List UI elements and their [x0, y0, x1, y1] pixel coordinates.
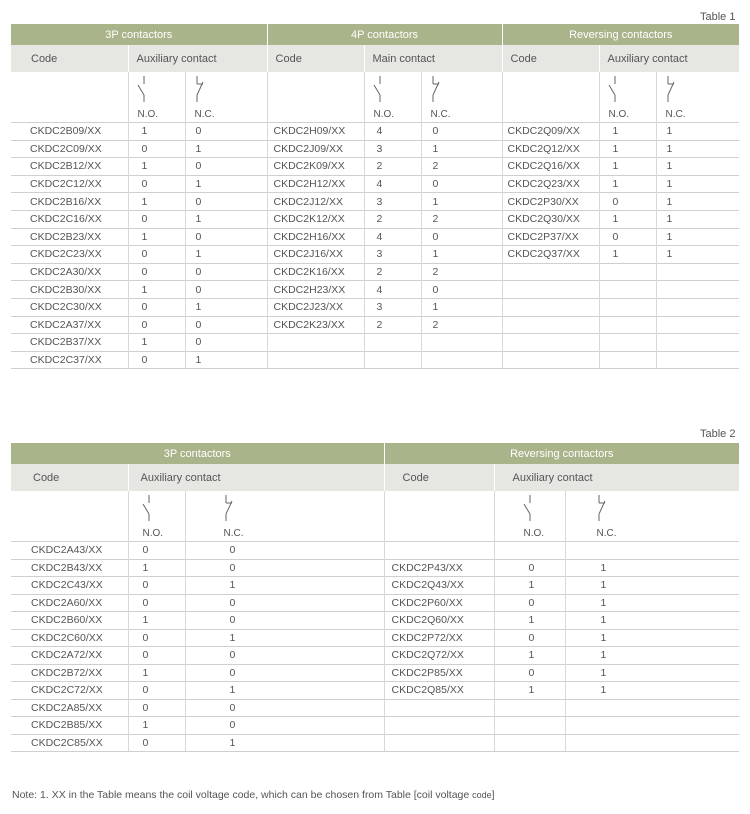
table-cell: 2 — [421, 210, 502, 228]
table-cell: 1 — [656, 210, 739, 228]
table-cell: 2 — [364, 158, 421, 176]
table-cell: 1 — [565, 612, 739, 630]
table-cell: 0 — [494, 594, 565, 612]
table-cell: 1 — [185, 140, 267, 158]
table-cell: 0 — [128, 542, 185, 560]
nc-label: N.C. — [665, 109, 686, 120]
table-cell: 1 — [565, 559, 739, 577]
table-cell: CKDC2K12/XX — [267, 210, 364, 228]
table-cell: 1 — [599, 175, 656, 193]
table-cell — [599, 316, 656, 334]
table-cell: 0 — [421, 123, 502, 141]
table-cell: CKDC2A85/XX — [11, 699, 128, 717]
table-cell: 0 — [185, 228, 267, 246]
table-cell: 0 — [494, 664, 565, 682]
table-cell: CKDC2J16/XX — [267, 246, 364, 264]
table-cell: CKDC2C12/XX — [11, 175, 128, 193]
table-cell: 0 — [128, 682, 185, 700]
table-cell — [656, 351, 739, 369]
table-cell: 1 — [185, 577, 384, 595]
table-cell — [384, 699, 494, 717]
normally-closed-contact-icon — [430, 76, 442, 102]
table-cell: 1 — [656, 123, 739, 141]
table-cell: 1 — [565, 664, 739, 682]
table-cell: CKDC2Q60/XX — [384, 612, 494, 630]
table-cell: CKDC2C30/XX — [11, 298, 128, 316]
table2-header-code: Code — [384, 464, 494, 491]
table-cell: 4 — [364, 123, 421, 141]
table-cell: CKDC2B85/XX — [11, 717, 128, 735]
table-cell: 1 — [185, 629, 384, 647]
table-cell: 3 — [364, 140, 421, 158]
table-cell: 0 — [599, 228, 656, 246]
table-cell: CKDC2K09/XX — [267, 158, 364, 176]
table-cell: 0 — [128, 263, 185, 281]
table-row — [11, 664, 739, 682]
table-row — [11, 193, 739, 211]
normally-closed-contact-icon — [596, 495, 608, 521]
table-cell: 1 — [128, 559, 185, 577]
table-cell: 2 — [421, 158, 502, 176]
table-cell: CKDC2H16/XX — [267, 228, 364, 246]
table-cell: CKDC2C23/XX — [11, 246, 128, 264]
table-row — [11, 647, 739, 665]
normally-open-contact-icon — [608, 76, 620, 102]
table-cell: 1 — [128, 158, 185, 176]
table-cell: 1 — [599, 246, 656, 264]
table-cell: 0 — [494, 629, 565, 647]
table-cell: 4 — [364, 281, 421, 299]
table-cell: 0 — [421, 175, 502, 193]
table-cell: 0 — [185, 647, 384, 665]
table-cell — [502, 316, 599, 334]
table1-header-aux: Auxiliary contact — [599, 45, 739, 72]
table-row — [11, 577, 739, 595]
table-row — [11, 734, 739, 752]
table-row — [11, 246, 739, 264]
table-row — [11, 298, 739, 316]
table-cell: 2 — [364, 316, 421, 334]
normally-open-contact-icon — [373, 76, 385, 102]
table-cell: 0 — [128, 210, 185, 228]
table-cell — [656, 281, 739, 299]
normally-closed-contact-icon — [194, 76, 206, 102]
table-row — [11, 559, 739, 577]
table-cell: 1 — [185, 246, 267, 264]
table-cell — [494, 734, 565, 752]
no-label: N.O. — [373, 109, 395, 120]
table-cell: 0 — [421, 281, 502, 299]
table-cell: 0 — [185, 263, 267, 281]
nc-label: N.C. — [194, 109, 215, 120]
table-cell: 1 — [421, 140, 502, 158]
table1-group-4p: 4P contactors — [267, 24, 502, 45]
table-cell: 1 — [656, 228, 739, 246]
table2 — [11, 443, 739, 752]
normally-open-contact-icon — [142, 495, 154, 521]
table-cell — [565, 734, 739, 752]
table-cell — [599, 351, 656, 369]
table-cell: 0 — [185, 542, 384, 560]
table-cell: CKDC2C72/XX — [11, 682, 128, 700]
table-cell: CKDC2Q09/XX — [502, 123, 599, 141]
table-cell: 1 — [565, 577, 739, 595]
no-label: N.O. — [142, 528, 164, 539]
table-cell — [502, 281, 599, 299]
no-label: N.O. — [523, 528, 545, 539]
table-cell: CKDC2Q72/XX — [384, 647, 494, 665]
table-cell: 0 — [599, 193, 656, 211]
footnote-end: ] — [491, 789, 495, 801]
table-cell: 0 — [128, 246, 185, 264]
table-cell — [267, 351, 364, 369]
table-cell: 1 — [656, 175, 739, 193]
table-cell: CKDC2H12/XX — [267, 175, 364, 193]
table-cell: 1 — [599, 158, 656, 176]
table-cell: 1 — [185, 734, 384, 752]
table-cell: 1 — [565, 682, 739, 700]
table-cell: CKDC2P72/XX — [384, 629, 494, 647]
table-cell: CKDC2Q12/XX — [502, 140, 599, 158]
table-cell: 1 — [599, 210, 656, 228]
table-cell: 1 — [421, 298, 502, 316]
table-cell: 1 — [656, 140, 739, 158]
table-cell — [565, 542, 739, 560]
table-cell: CKDC2C85/XX — [11, 734, 128, 752]
table1-header-code: Code — [267, 45, 364, 72]
nc-label: N.C. — [430, 109, 451, 120]
table-cell: CKDC2A30/XX — [11, 263, 128, 281]
table-cell: CKDC2C60/XX — [11, 629, 128, 647]
table-cell: CKDC2B09/XX — [11, 123, 128, 141]
table-cell: 1 — [565, 629, 739, 647]
table-cell: 0 — [128, 316, 185, 334]
table-cell: 0 — [185, 281, 267, 299]
table-cell: CKDC2Q43/XX — [384, 577, 494, 595]
table-cell: 1 — [128, 334, 185, 352]
table-cell: 1 — [656, 158, 739, 176]
table1-header-code: Code — [11, 45, 128, 72]
table-cell: 0 — [128, 298, 185, 316]
table-cell: CKDC2P43/XX — [384, 559, 494, 577]
table-cell: 1 — [185, 175, 267, 193]
footnote-text: Note: 1. XX in the Table means the coil voltage code, which can be chosen from Table [coil voltage — [12, 789, 473, 801]
table-cell — [421, 334, 502, 352]
footnote-small: code — [472, 790, 492, 800]
table1 — [11, 24, 739, 369]
table-cell: 1 — [565, 647, 739, 665]
table1-header-main: Main contact — [364, 45, 502, 72]
table-cell: CKDC2B16/XX — [11, 193, 128, 211]
normally-closed-contact-icon — [665, 76, 677, 102]
table-cell — [494, 542, 565, 560]
table-cell: CKDC2Q16/XX — [502, 158, 599, 176]
table-cell — [384, 542, 494, 560]
table-cell: CKDC2Q23/XX — [502, 175, 599, 193]
table-cell: 3 — [364, 193, 421, 211]
table-cell — [599, 281, 656, 299]
table-cell — [656, 263, 739, 281]
table-cell: 0 — [185, 123, 267, 141]
table-cell — [502, 298, 599, 316]
table-cell: 1 — [421, 193, 502, 211]
table-cell: 1 — [185, 351, 267, 369]
table-cell: 1 — [599, 140, 656, 158]
table-cell: 4 — [364, 228, 421, 246]
table-cell: CKDC2A60/XX — [11, 594, 128, 612]
table-cell: CKDC2C43/XX — [11, 577, 128, 595]
table-cell: 0 — [494, 559, 565, 577]
table2-caption: Table 2 — [700, 428, 736, 440]
table-cell: CKDC2Q37/XX — [502, 246, 599, 264]
table-cell — [565, 699, 739, 717]
table-cell: 0 — [185, 699, 384, 717]
table-cell: CKDC2C37/XX — [11, 351, 128, 369]
table-row — [11, 228, 739, 246]
table-row — [11, 351, 739, 369]
table-cell: CKDC2P60/XX — [384, 594, 494, 612]
table-cell: CKDC2J09/XX — [267, 140, 364, 158]
table-cell — [494, 717, 565, 735]
table-cell: 1 — [185, 210, 267, 228]
table-cell: CKDC2K16/XX — [267, 263, 364, 281]
table-row — [11, 316, 739, 334]
table-cell: 2 — [421, 263, 502, 281]
table-cell: 0 — [185, 612, 384, 630]
table-cell: CKDC2H09/XX — [267, 123, 364, 141]
table-cell: 2 — [421, 316, 502, 334]
table-cell: 1 — [185, 682, 384, 700]
table-cell: 0 — [185, 158, 267, 176]
table-cell: 1 — [494, 682, 565, 700]
table-row — [11, 263, 739, 281]
table-cell: CKDC2A72/XX — [11, 647, 128, 665]
table-row — [11, 281, 739, 299]
table-cell: 1 — [128, 664, 185, 682]
table-cell: 2 — [364, 263, 421, 281]
table-cell: 0 — [128, 351, 185, 369]
table-cell: 0 — [128, 699, 185, 717]
table-cell: CKDC2B43/XX — [11, 559, 128, 577]
table-cell: CKDC2B12/XX — [11, 158, 128, 176]
table-cell — [364, 351, 421, 369]
table-cell — [421, 351, 502, 369]
table2-header-aux: Auxiliary contact — [494, 464, 739, 491]
table-cell: 1 — [128, 717, 185, 735]
table-cell: 3 — [364, 246, 421, 264]
table1-caption: Table 1 — [700, 11, 736, 23]
table-cell: 3 — [364, 298, 421, 316]
table-row — [11, 334, 739, 352]
table-cell — [502, 263, 599, 281]
no-label: N.O. — [608, 109, 630, 120]
table-cell — [599, 334, 656, 352]
table-cell — [656, 316, 739, 334]
normally-open-contact-icon — [137, 76, 149, 102]
table-cell: 0 — [185, 316, 267, 334]
table-cell — [502, 351, 599, 369]
table-cell — [599, 298, 656, 316]
table-row — [11, 629, 739, 647]
table1-group-3p: 3P contactors — [11, 24, 267, 45]
table-cell: CKDC2B37/XX — [11, 334, 128, 352]
table-cell: CKDC2J23/XX — [267, 298, 364, 316]
table-cell: 0 — [128, 140, 185, 158]
table-cell: 1 — [128, 193, 185, 211]
table-cell: 0 — [185, 193, 267, 211]
table-cell: 1 — [494, 647, 565, 665]
table-cell: 0 — [128, 629, 185, 647]
table-cell: 1 — [421, 246, 502, 264]
table2-header-code: Code — [11, 464, 128, 491]
table-cell: CKDC2H23/XX — [267, 281, 364, 299]
table2-body — [11, 542, 739, 752]
table-row — [11, 542, 739, 560]
table-cell — [494, 699, 565, 717]
table-cell: 1 — [128, 281, 185, 299]
table-row — [11, 175, 739, 193]
table-cell: 2 — [364, 210, 421, 228]
table-cell: 0 — [185, 664, 384, 682]
table-cell — [565, 717, 739, 735]
table-cell: CKDC2J12/XX — [267, 193, 364, 211]
table-cell — [656, 298, 739, 316]
table-cell: 0 — [128, 175, 185, 193]
table-row — [11, 682, 739, 700]
table-row — [11, 158, 739, 176]
table-cell: CKDC2A43/XX — [11, 542, 128, 560]
footnote — [12, 789, 495, 801]
table-row — [11, 717, 739, 735]
table-cell: 1 — [599, 123, 656, 141]
table-cell: 0 — [185, 334, 267, 352]
table-cell: 1 — [656, 193, 739, 211]
table-cell: 1 — [128, 123, 185, 141]
table-cell: CKDC2P37/XX — [502, 228, 599, 246]
table2-group-3p: 3P contactors — [11, 443, 384, 464]
table-cell — [656, 334, 739, 352]
table-row — [11, 140, 739, 158]
table1-header-code: Code — [502, 45, 599, 72]
table-cell: 0 — [421, 228, 502, 246]
table-cell: CKDC2P85/XX — [384, 664, 494, 682]
table-cell: 4 — [364, 175, 421, 193]
table-cell: 0 — [128, 647, 185, 665]
table-cell: 1 — [656, 246, 739, 264]
table-cell: CKDC2K23/XX — [267, 316, 364, 334]
table-cell: 0 — [128, 577, 185, 595]
table-cell: CKDC2B60/XX — [11, 612, 128, 630]
table-cell: CKDC2B23/XX — [11, 228, 128, 246]
table-cell: CKDC2Q30/XX — [502, 210, 599, 228]
table-cell: 0 — [185, 594, 384, 612]
table-cell: 1 — [494, 577, 565, 595]
table-cell: 0 — [185, 717, 384, 735]
table-cell: 1 — [565, 594, 739, 612]
normally-open-contact-icon — [523, 495, 535, 521]
table-row — [11, 594, 739, 612]
table-cell: CKDC2B30/XX — [11, 281, 128, 299]
table-cell: 1 — [128, 228, 185, 246]
table-cell: CKDC2C09/XX — [11, 140, 128, 158]
nc-label: N.C. — [223, 528, 244, 539]
table1-header-aux: Auxiliary contact — [128, 45, 267, 72]
table-cell: CKDC2B72/XX — [11, 664, 128, 682]
table-cell: 0 — [128, 734, 185, 752]
table-cell — [599, 263, 656, 281]
table-cell: 1 — [128, 612, 185, 630]
table-cell — [502, 334, 599, 352]
table2-group-reversing: Reversing contactors — [384, 443, 739, 464]
table-cell — [384, 717, 494, 735]
table-row — [11, 123, 739, 141]
table-cell — [384, 734, 494, 752]
table2-header-aux: Auxiliary contact — [128, 464, 384, 491]
no-label: N.O. — [137, 109, 159, 120]
table-cell: 1 — [494, 612, 565, 630]
table-cell: CKDC2C16/XX — [11, 210, 128, 228]
table-cell: 0 — [128, 594, 185, 612]
table1-group-reversing: Reversing contactors — [502, 24, 739, 45]
table-cell: CKDC2P30/XX — [502, 193, 599, 211]
table-row — [11, 210, 739, 228]
table-cell: 1 — [185, 298, 267, 316]
table1-body — [11, 123, 739, 369]
normally-closed-contact-icon — [223, 495, 235, 521]
table-cell: CKDC2A37/XX — [11, 316, 128, 334]
table-cell — [364, 334, 421, 352]
table-row — [11, 612, 739, 630]
table-cell: CKDC2Q85/XX — [384, 682, 494, 700]
table-cell: 0 — [185, 559, 384, 577]
nc-label: N.C. — [596, 528, 617, 539]
table-cell — [267, 334, 364, 352]
table-row — [11, 699, 739, 717]
